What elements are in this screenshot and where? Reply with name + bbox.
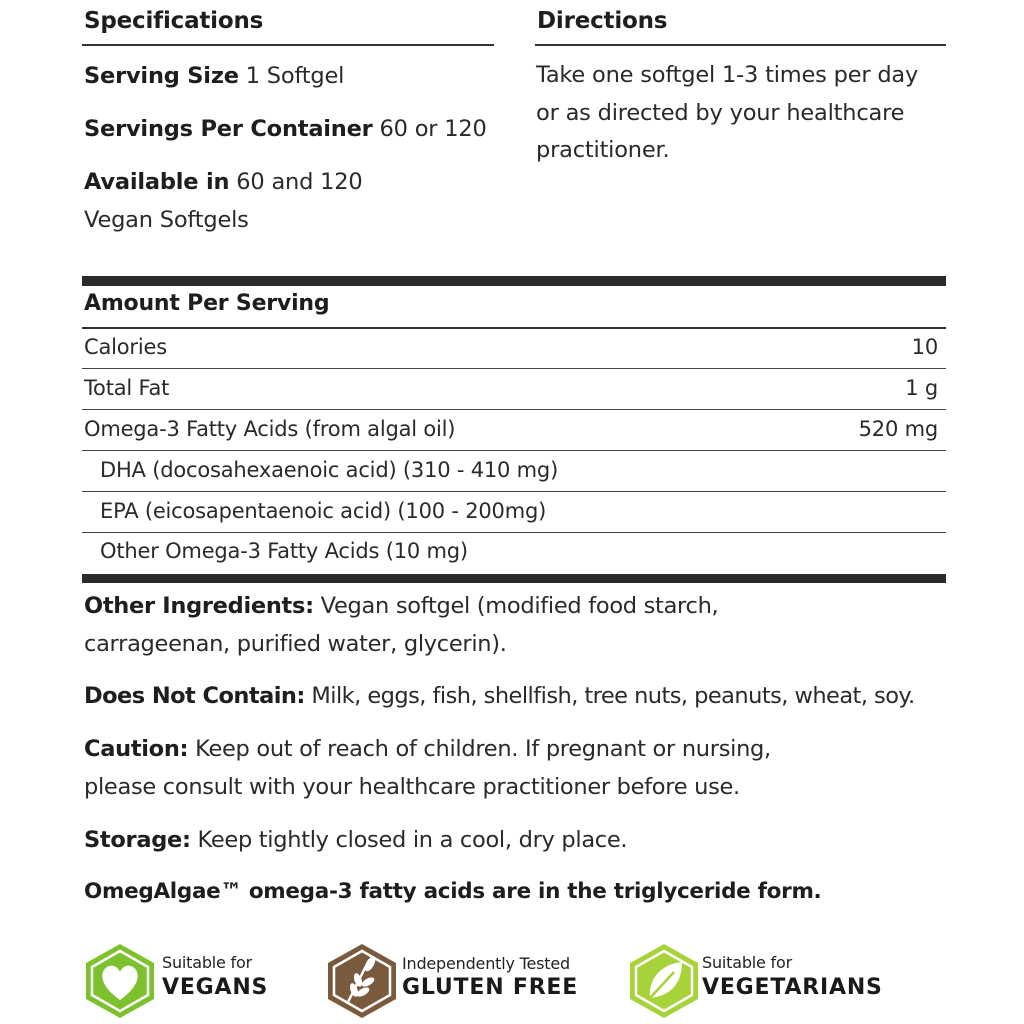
specifications-divider — [82, 44, 494, 46]
facts-row-dha — [82, 452, 946, 492]
facts-row-label: Total Fat — [84, 376, 170, 400]
storage-label: Storage: — [84, 827, 191, 853]
caution-label: Caution: — [84, 736, 189, 762]
leaf-hexagon-icon — [628, 942, 700, 1020]
servings-per-container-value: 60 or 120 — [379, 116, 487, 142]
facts-row-value: 520 mg — [858, 417, 938, 441]
heart-hexagon-icon — [84, 942, 156, 1020]
badge-vegetarians-big-text: VEGETARIANS — [702, 975, 883, 1000]
specifications-heading: Specifications — [84, 8, 264, 34]
row-divider — [82, 491, 946, 493]
other-ingredients — [84, 587, 718, 663]
row-divider — [82, 409, 946, 411]
servings-per-container-line — [84, 110, 487, 148]
facts-row-value: 10 — [911, 335, 938, 359]
row-divider — [82, 368, 946, 370]
other-ingredients-text-line-2: carrageenan, purified water, glycerin). — [84, 631, 507, 657]
serving-size-label: Serving Size — [84, 63, 239, 89]
serving-size-value: 1 Softgel — [245, 63, 345, 89]
other-ingredients-text-line-1: Vegan softgel (modified food starch, — [320, 593, 719, 619]
available-in-line — [84, 163, 362, 201]
does-not-contain-text: Milk, eggs, fish, shellfish, tree nuts, peanuts, wheat, soy. — [311, 683, 915, 709]
facts-row-value: 1 g — [905, 376, 938, 400]
amount-per-serving-heading: Amount Per Serving — [84, 291, 330, 316]
facts-row-calories — [82, 329, 946, 369]
badge-gluten-free-big-text: GLUTEN FREE — [402, 975, 579, 1000]
facts-row-label: Calories — [84, 335, 167, 359]
facts-row-omega-3 — [82, 411, 946, 451]
available-in-value-line-2: Vegan Softgels — [84, 207, 249, 233]
facts-row-epa — [82, 493, 946, 533]
storage — [84, 821, 627, 859]
wheat-hexagon-icon — [326, 942, 398, 1020]
does-not-contain — [84, 677, 915, 715]
directions-heading: Directions — [537, 8, 668, 34]
directions-divider — [535, 44, 946, 46]
caution — [84, 730, 771, 806]
other-ingredients-label: Other Ingredients: — [84, 593, 314, 619]
facts-top-thick-rule — [82, 276, 946, 286]
badge-vegans — [84, 942, 284, 1022]
facts-bottom-thick-rule — [82, 574, 946, 583]
badge-vegans-big-text: VEGANS — [162, 975, 269, 1000]
badge-vegans-small-text: Suitable for — [162, 953, 252, 972]
facts-row-other-omega-3 — [82, 533, 946, 573]
facts-row-label: Omega-3 Fatty Acids (from algal oil) — [84, 417, 456, 441]
available-in-label: Available in — [84, 169, 230, 195]
available-in-value: 60 and 120 — [236, 169, 363, 195]
directions-text: Take one softgel 1-3 times per day or as directed by your healthcare practitioner. — [536, 62, 919, 163]
facts-row-label: DHA (docosahexaenoic acid) (310 - 410 mg) — [100, 458, 559, 482]
badge-gluten-free-small-text: Independently Tested — [402, 954, 570, 973]
badge-vegetarians-small-text: Suitable for — [702, 953, 792, 972]
storage-text: Keep tightly closed in a cool, dry place. — [197, 827, 628, 853]
serving-size-line — [84, 57, 344, 95]
facts-row-label: Other Omega-3 Fatty Acids (10 mg) — [100, 539, 468, 563]
badge-gluten-free — [326, 942, 606, 1022]
triglyceride-note: OmegAlgae™ omega-3 fatty acids are in the triglyceride form. — [84, 879, 822, 904]
facts-row-total-fat — [82, 370, 946, 410]
servings-per-container-label: Servings Per Container — [84, 116, 373, 142]
facts-row-label: EPA (eicosapentaenoic acid) (100 - 200mg) — [100, 499, 547, 523]
caution-text-line-1: Keep out of reach of children. If pregnant or nursing, — [195, 736, 771, 762]
row-divider — [82, 450, 946, 452]
does-not-contain-label: Does Not Contain: — [84, 683, 305, 709]
badge-vegetarians — [628, 942, 908, 1022]
caution-text-line-2: please consult with your healthcare practitioner before use. — [84, 774, 740, 800]
